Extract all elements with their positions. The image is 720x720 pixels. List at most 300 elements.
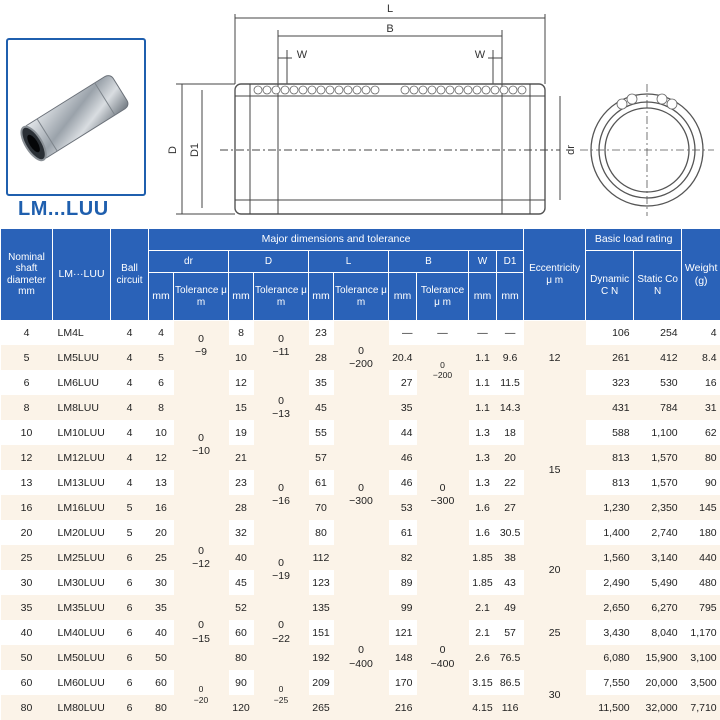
cell-static: 530: [634, 370, 682, 395]
tolerance-upper: 0: [278, 557, 284, 570]
tolerance-lower: −15: [192, 632, 210, 645]
cell-weight: 3,100: [682, 645, 720, 670]
tolerance-lower: −20: [193, 694, 209, 705]
cell-W: 1.1: [469, 345, 497, 370]
cell-D1: 57: [497, 620, 524, 645]
cell-ball: 6: [111, 545, 149, 570]
cell-L: 28: [309, 345, 334, 370]
tolerance-lower: −13: [272, 407, 290, 420]
cell-eccentricity: 15: [524, 395, 586, 545]
cell-D: 19: [229, 420, 254, 445]
cell-dynamic: 7,550: [586, 670, 634, 695]
cell-eccentricity: 12: [524, 321, 586, 396]
header-dr-mm: mm: [149, 273, 174, 321]
header-D1-mm: mm: [497, 273, 524, 321]
tolerance-lower: −200: [432, 370, 453, 381]
cell-ball: 6: [111, 570, 149, 595]
cell-L: 209: [309, 670, 334, 695]
cell-weight: 180: [682, 520, 720, 545]
cell-dynamic: 431: [586, 395, 634, 420]
cell-D: 120: [229, 695, 254, 720]
cell-D: 12: [229, 370, 254, 395]
cell-dynamic: 1,400: [586, 520, 634, 545]
cell-model: LM25LUU: [53, 545, 111, 570]
cell-dr: 5: [149, 345, 174, 370]
cell-nominal: 10: [1, 420, 53, 445]
cell-dr: 13: [149, 470, 174, 495]
tolerance-value: [431, 644, 455, 670]
cell-static: 8,040: [634, 620, 682, 645]
cell-static: 1,570: [634, 470, 682, 495]
cell-D-tolerance: [254, 595, 309, 670]
header-B-mm: mm: [389, 273, 417, 321]
cell-D: 40: [229, 545, 254, 570]
cell-D: 90: [229, 670, 254, 695]
cell-static: 412: [634, 345, 682, 370]
cell-W: 2.6: [469, 645, 497, 670]
cell-nominal: 35: [1, 595, 53, 620]
cell-ball: 4: [111, 370, 149, 395]
header-D1: D1: [497, 251, 524, 273]
cell-weight: 90: [682, 470, 720, 495]
cell-B: —: [389, 321, 417, 346]
cell-weight: 62: [682, 420, 720, 445]
cell-model: LM6LUU: [53, 370, 111, 395]
cell-nominal: 60: [1, 670, 53, 695]
tolerance-upper: 0: [198, 332, 204, 345]
tolerance-lower: −300: [349, 495, 373, 508]
cell-dr: 50: [149, 645, 174, 670]
cell-ball: 5: [111, 495, 149, 520]
cell-nominal: 80: [1, 695, 53, 720]
cell-L: 265: [309, 695, 334, 720]
dim-W-left-label: W: [296, 49, 308, 61]
tolerance-value: [192, 432, 210, 458]
header-load: Basic load rating: [586, 229, 682, 251]
header-B: B: [389, 251, 469, 273]
dim-W-right-label: W: [474, 49, 486, 61]
header-L: L: [309, 251, 389, 273]
cell-D1: 18: [497, 420, 524, 445]
cell-L: 112: [309, 545, 334, 570]
cell-D1: 86.5: [497, 670, 524, 695]
cell-B: 27: [389, 370, 417, 395]
cell-B: 61: [389, 520, 417, 545]
tolerance-lower: −300: [430, 495, 455, 508]
cell-dr: 10: [149, 420, 174, 445]
header-ecc: Eccentricity μ m: [524, 229, 586, 321]
cell-model: LM4L: [53, 321, 111, 346]
cell-weight: 795: [682, 595, 720, 620]
cell-B: 121: [389, 620, 417, 645]
tolerance-upper: 0: [439, 482, 446, 495]
cell-D1: 22: [497, 470, 524, 495]
cell-D: 52: [229, 595, 254, 620]
cell-D-tolerance: [254, 370, 309, 445]
cell-D-tolerance: [254, 321, 309, 371]
cell-W: 1.6: [469, 495, 497, 520]
cell-ball: 4: [111, 470, 149, 495]
cell-D: 8: [229, 321, 254, 346]
cell-W: 4.15: [469, 695, 497, 720]
cell-B: 46: [389, 470, 417, 495]
cell-dr-tolerance: [174, 670, 229, 720]
cell-static: 3,140: [634, 545, 682, 570]
cell-eccentricity: 25: [524, 595, 586, 670]
cell-ball: 6: [111, 620, 149, 645]
cell-eccentricity: 30: [524, 670, 586, 720]
header-D-tol: Tolerance μ m: [254, 273, 309, 321]
cell-weight: 80: [682, 445, 720, 470]
cell-dynamic: 813: [586, 445, 634, 470]
cell-ball: 4: [111, 345, 149, 370]
cell-L: 135: [309, 595, 334, 620]
tolerance-lower: −10: [192, 445, 210, 458]
cell-static: 2,350: [634, 495, 682, 520]
header-static: Static Co N: [634, 251, 682, 321]
cell-D1: 20: [497, 445, 524, 470]
cell-D-tolerance: [254, 445, 309, 545]
header-ball: Ball circuit: [111, 229, 149, 321]
cell-L: 57: [309, 445, 334, 470]
header-B-tol: Tolerance μ m: [417, 273, 469, 321]
tolerance-value: [349, 345, 373, 371]
cell-D1: 11.5: [497, 370, 524, 395]
cell-B: 89: [389, 570, 417, 595]
cell-dr: 16: [149, 495, 174, 520]
cell-static: 5,490: [634, 570, 682, 595]
cell-model: LM16LUU: [53, 495, 111, 520]
cell-weight: 31: [682, 395, 720, 420]
header-dr: dr: [149, 251, 229, 273]
cell-L-tolerance: [334, 595, 389, 720]
tolerance-value: [272, 482, 290, 508]
cell-dr: 4: [149, 321, 174, 346]
cell-weight: 440: [682, 545, 720, 570]
cell-D: 45: [229, 570, 254, 595]
header-dr-tol: Tolerance μ m: [174, 273, 229, 321]
cell-ball: 5: [111, 520, 149, 545]
cell-dr-tolerance: [174, 370, 229, 520]
header-nominal: Nominal shaft diameter mm: [1, 229, 53, 321]
cell-B: 20.4: [389, 345, 417, 370]
cell-static: 1,100: [634, 420, 682, 445]
dim-dr-label: dr: [565, 145, 577, 155]
cell-dynamic: 2,490: [586, 570, 634, 595]
cell-B: 82: [389, 545, 417, 570]
cell-D1: 49: [497, 595, 524, 620]
cell-dr: 8: [149, 395, 174, 420]
header-D-mm: mm: [229, 273, 254, 321]
cell-dynamic: 6,080: [586, 645, 634, 670]
tolerance-value: [192, 619, 210, 645]
cell-L: 151: [309, 620, 334, 645]
cell-model: LM13LUU: [53, 470, 111, 495]
cell-model: LM20LUU: [53, 520, 111, 545]
cell-dynamic: 106: [586, 321, 634, 346]
cell-weight: 480: [682, 570, 720, 595]
cell-static: 15,900: [634, 645, 682, 670]
cell-W: 1.1: [469, 370, 497, 395]
product-photo: [6, 38, 146, 196]
cell-weight: 16: [682, 370, 720, 395]
cell-dr: 20: [149, 520, 174, 545]
header-L-mm: mm: [309, 273, 334, 321]
cell-B-tolerance: [417, 395, 469, 595]
cell-dr: 80: [149, 695, 174, 720]
cell-D1: 116: [497, 695, 524, 720]
cell-D: 23: [229, 470, 254, 495]
cell-model: LM10LUU: [53, 420, 111, 445]
cell-model: LM12LUU: [53, 445, 111, 470]
tolerance-lower: −9: [195, 345, 207, 358]
tolerance-upper: 0: [358, 345, 364, 358]
tolerance-upper: 0: [198, 684, 204, 695]
cell-D: 28: [229, 495, 254, 520]
cell-W: 1.3: [469, 470, 497, 495]
cell-weight: 1,170: [682, 620, 720, 645]
cell-dynamic: 3,430: [586, 620, 634, 645]
cell-W: 2.1: [469, 595, 497, 620]
cell-D1: 76.5: [497, 645, 524, 670]
tolerance-value: [192, 545, 210, 571]
dim-D1-label: D1: [189, 142, 201, 158]
cell-model: LM40LUU: [53, 620, 111, 645]
cell-ball: 4: [111, 445, 149, 470]
bearing-photo-image: [8, 40, 144, 194]
tolerance-upper: 0: [439, 644, 446, 657]
cell-static: 20,000: [634, 670, 682, 695]
header-major: Major dimensions and tolerance: [149, 229, 524, 251]
tolerance-lower: −22: [272, 632, 290, 645]
cell-L-tolerance: [334, 321, 389, 396]
cell-B-tolerance: [417, 345, 469, 395]
cell-D: 10: [229, 345, 254, 370]
tolerance-lower: −16: [272, 495, 290, 508]
cell-B: 35: [389, 395, 417, 420]
tolerance-lower: −25: [273, 694, 289, 705]
cell-D1: 9.6: [497, 345, 524, 370]
tolerance-value: [433, 360, 452, 381]
cell-B-tolerance: —: [417, 321, 469, 346]
technical-drawing: [150, 0, 720, 228]
tolerance-upper: 0: [278, 394, 284, 407]
cell-nominal: 16: [1, 495, 53, 520]
cell-W: 1.3: [469, 445, 497, 470]
cell-dynamic: 11,500: [586, 695, 634, 720]
table-body: [1, 321, 720, 720]
tolerance-value: [349, 644, 373, 670]
tolerance-upper: 0: [198, 432, 204, 445]
cell-W: 3.15: [469, 670, 497, 695]
tolerance-value: [195, 333, 207, 359]
cell-dr-tolerance: [174, 520, 229, 595]
cell-L: 192: [309, 645, 334, 670]
tolerance-lower: −400: [430, 657, 455, 670]
tolerance-upper: 0: [198, 544, 204, 557]
cell-ball: 4: [111, 420, 149, 445]
header-model: LM···LUU: [53, 229, 111, 321]
cell-W: —: [469, 321, 497, 346]
cell-static: 784: [634, 395, 682, 420]
cell-ball: 6: [111, 695, 149, 720]
cell-W: 2.1: [469, 620, 497, 645]
cell-D1: 30.5: [497, 520, 524, 545]
cell-L: 35: [309, 370, 334, 395]
cell-weight: 3,500: [682, 670, 720, 695]
cell-L: 55: [309, 420, 334, 445]
cell-B: 53: [389, 495, 417, 520]
tolerance-value: [194, 684, 208, 705]
tolerance-lower: −19: [272, 570, 290, 583]
cell-B: 148: [389, 645, 417, 670]
cell-dynamic: 323: [586, 370, 634, 395]
tolerance-lower: −11: [272, 345, 290, 358]
cell-weight: 145: [682, 495, 720, 520]
cell-B: 170: [389, 670, 417, 695]
cell-dr-tolerance: [174, 595, 229, 670]
tolerance-upper: 0: [278, 619, 284, 632]
cell-nominal: 4: [1, 321, 53, 346]
cell-model: LM50LUU: [53, 645, 111, 670]
cell-D-tolerance: [254, 545, 309, 595]
cell-D1: 43: [497, 570, 524, 595]
cell-model: LM80LUU: [53, 695, 111, 720]
table-row: [1, 321, 720, 346]
cell-W: 1.85: [469, 570, 497, 595]
cell-static: 32,000: [634, 695, 682, 720]
tolerance-value: [272, 395, 290, 421]
cell-static: 2,740: [634, 520, 682, 545]
cell-L-tolerance: [334, 395, 389, 595]
cell-L: 23: [309, 321, 334, 346]
cell-D: 32: [229, 520, 254, 545]
cell-static: 1,570: [634, 445, 682, 470]
tolerance-value: [272, 333, 289, 359]
header-weight: Weight (g): [682, 229, 720, 321]
cell-nominal: 20: [1, 520, 53, 545]
cell-D: 60: [229, 620, 254, 645]
tolerance-value: [431, 482, 455, 508]
cell-W: 1.6: [469, 520, 497, 545]
cell-nominal: 5: [1, 345, 53, 370]
header-D: D: [229, 251, 309, 273]
cell-weight: 7,710: [682, 695, 720, 720]
cell-model: LM5LUU: [53, 345, 111, 370]
tolerance-upper: 0: [358, 482, 364, 495]
cell-dr: 6: [149, 370, 174, 395]
cell-W: 1.85: [469, 545, 497, 570]
header-dynamic: Dynamic C N: [586, 251, 634, 321]
cell-B-tolerance: [417, 595, 469, 720]
cell-weight: 4: [682, 321, 720, 346]
cell-D-tolerance: [254, 670, 309, 720]
cell-D1: —: [497, 321, 524, 346]
cell-dr: 25: [149, 545, 174, 570]
tolerance-value: [274, 684, 288, 705]
cell-ball: 6: [111, 595, 149, 620]
cell-D1: 38: [497, 545, 524, 570]
cell-nominal: 8: [1, 395, 53, 420]
spec-table: [0, 228, 720, 720]
cell-nominal: 40: [1, 620, 53, 645]
cell-W: 1.3: [469, 420, 497, 445]
cell-ball: 6: [111, 670, 149, 695]
dim-B-label: B: [386, 23, 394, 35]
cell-D1: 27: [497, 495, 524, 520]
tolerance-value: [272, 619, 290, 645]
cell-nominal: 25: [1, 545, 53, 570]
tolerance-upper: 0: [278, 482, 284, 495]
cell-dynamic: 261: [586, 345, 634, 370]
cell-dynamic: 1,230: [586, 495, 634, 520]
cell-dynamic: 1,560: [586, 545, 634, 570]
dim-L-label: L: [386, 3, 394, 15]
cell-model: LM60LUU: [53, 670, 111, 695]
cell-nominal: 50: [1, 645, 53, 670]
cell-dr: 12: [149, 445, 174, 470]
cell-nominal: 6: [1, 370, 53, 395]
cell-dr: 60: [149, 670, 174, 695]
cell-dr: 30: [149, 570, 174, 595]
cell-model: LM35LUU: [53, 595, 111, 620]
cell-D: 80: [229, 645, 254, 670]
cell-static: 254: [634, 321, 682, 346]
cell-nominal: 12: [1, 445, 53, 470]
tolerance-value: [272, 557, 290, 583]
tolerance-upper: 0: [278, 684, 284, 695]
header-W-mm: mm: [469, 273, 497, 321]
cell-nominal: 30: [1, 570, 53, 595]
cell-B: 99: [389, 595, 417, 620]
tolerance-upper: 0: [358, 644, 364, 657]
cell-L: 80: [309, 520, 334, 545]
cell-dr: 40: [149, 620, 174, 645]
cell-dynamic: 588: [586, 420, 634, 445]
tolerance-lower: −12: [192, 557, 210, 570]
cell-L: 61: [309, 470, 334, 495]
tolerance-upper: 0: [440, 359, 445, 370]
cell-ball: 6: [111, 645, 149, 670]
cell-B: 216: [389, 695, 417, 720]
cell-static: 6,270: [634, 595, 682, 620]
cell-nominal: 13: [1, 470, 53, 495]
cell-dr: 35: [149, 595, 174, 620]
cell-L: 123: [309, 570, 334, 595]
cell-dynamic: 2,650: [586, 595, 634, 620]
tolerance-upper: 0: [278, 332, 284, 345]
header-W: W: [469, 251, 497, 273]
cell-B: 44: [389, 420, 417, 445]
cell-model: LM30LUU: [53, 570, 111, 595]
table-row: [1, 395, 720, 420]
header-L-tol: Tolerance μ m: [334, 273, 389, 321]
cell-model: LM8LUU: [53, 395, 111, 420]
tolerance-upper: 0: [198, 619, 204, 632]
cell-dynamic: 813: [586, 470, 634, 495]
cell-L: 45: [309, 395, 334, 420]
cell-eccentricity: 20: [524, 545, 586, 595]
dim-D-label: D: [167, 146, 179, 154]
product-title: LM...LUU: [18, 198, 109, 220]
cell-B: 46: [389, 445, 417, 470]
cell-dr-tolerance: [174, 321, 229, 371]
tolerance-lower: −400: [349, 657, 373, 670]
tolerance-lower: −200: [349, 358, 373, 371]
cell-D: 21: [229, 445, 254, 470]
cell-D1: 14.3: [497, 395, 524, 420]
cell-D: 15: [229, 395, 254, 420]
